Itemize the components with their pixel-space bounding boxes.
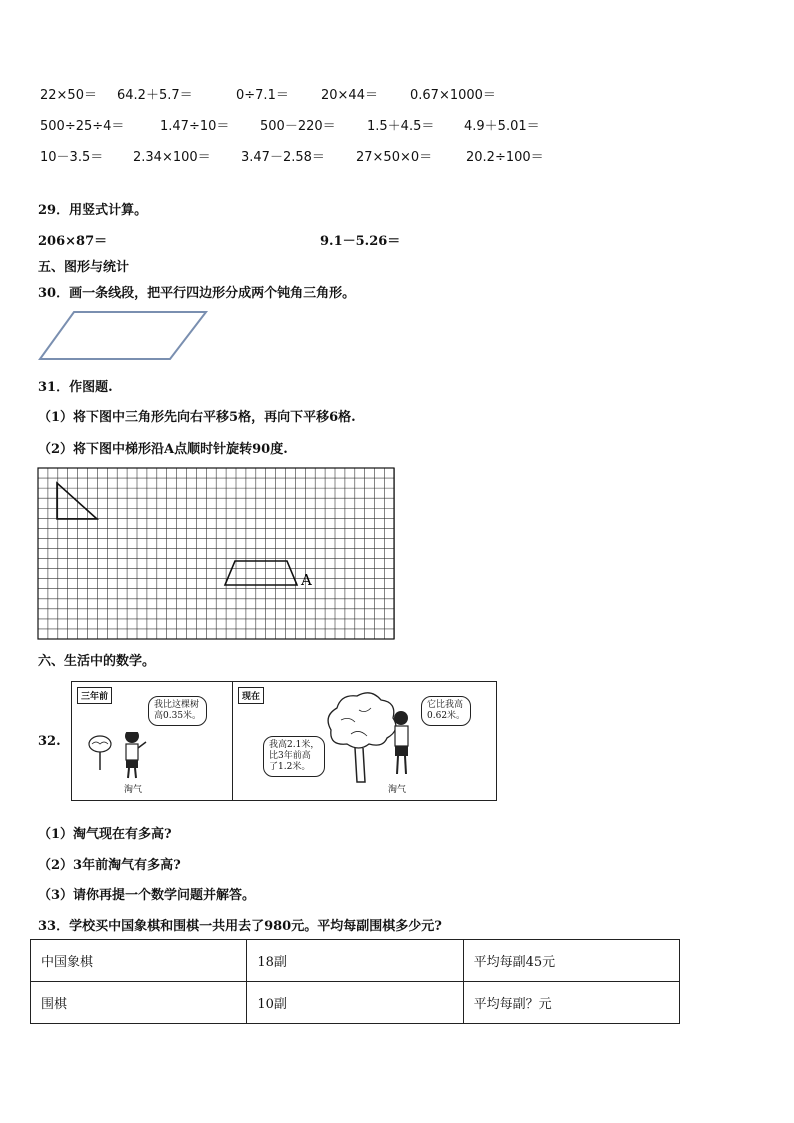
panel-tag: 现在 xyxy=(238,687,264,704)
calc-row-1 xyxy=(0,84,794,102)
calc-row-2 xyxy=(0,115,794,133)
calc-item: 0.67×1000＝ xyxy=(410,88,496,103)
speech-bubble: 我比这棵树 高0.35米。 xyxy=(148,696,207,726)
table-cell: 中国象棋 xyxy=(31,940,247,982)
question-32-sub-2: （2）3年前淘气有多高? xyxy=(38,858,181,873)
calc-item: 1.47÷10＝ xyxy=(160,119,230,134)
question-32-sub-3: （3）请你再提一个数学问题并解答。 xyxy=(38,888,256,903)
speech-bubble: 它比我高 0.62米。 xyxy=(421,696,471,726)
caption: 淘气 xyxy=(124,785,143,795)
question-30-title: 30．画一条线段，把平行四边形分成两个钝角三角形。 xyxy=(38,286,356,301)
calc-item: 3.47－2.58＝ xyxy=(241,150,325,165)
table-row xyxy=(31,940,680,982)
table-cell: 平均每副？元 xyxy=(463,982,679,1024)
kid-illustration xyxy=(387,710,417,782)
calc-item: 500－220＝ xyxy=(260,119,336,134)
caption: 淘气 xyxy=(388,785,407,795)
question-29-item-2: 9.1－5.26＝ xyxy=(320,234,401,249)
calc-row-3 xyxy=(0,146,794,164)
question-29-item-1: 206×87＝ xyxy=(38,234,108,249)
calc-item: 10－3.5＝ xyxy=(40,150,104,165)
calc-item: 64.2＋5.7＝ xyxy=(117,88,193,103)
question-31-sub-1: （1）将下图中三角形先向右平移5格，再向下平移6格. xyxy=(38,410,356,425)
calc-item: 27×50×0＝ xyxy=(356,150,433,165)
speech-bubble: 我高2.1米， 比3年前高 了1.2米。 xyxy=(263,736,325,777)
table-row xyxy=(31,982,680,1024)
question-33-table xyxy=(30,939,680,1024)
question-31-sub-2: （2）将下图中梯形沿A点顺时针旋转90度. xyxy=(38,442,288,457)
calc-item: 20×44＝ xyxy=(321,88,378,103)
calc-item: 0÷7.1＝ xyxy=(236,88,289,103)
section-5-heading: 五、图形与统计 xyxy=(38,260,130,275)
comic-panel-before xyxy=(71,681,234,801)
panel-tag: 三年前 xyxy=(77,687,112,704)
table-cell: 平均每副45元 xyxy=(463,940,679,982)
grid-lines xyxy=(38,468,394,639)
table-cell: 围棋 xyxy=(31,982,247,1024)
parallelogram-figure xyxy=(36,308,212,364)
section-6-heading: 六、生活中的数学。 xyxy=(38,654,156,669)
calc-item: 4.9＋5.01＝ xyxy=(464,119,540,134)
grid-figure xyxy=(37,467,397,642)
question-33-title: 33．学校买中国象棋和围棋一共用去了980元。平均每副围棋多少元? xyxy=(38,919,442,934)
question-29-title: 29．用竖式计算。 xyxy=(38,203,148,218)
calc-item: 22×50＝ xyxy=(40,88,97,103)
point-a-label: A xyxy=(301,571,312,589)
question-32-sub-1: （1）淘气现在有多高? xyxy=(38,827,172,842)
calc-item: 2.34×100＝ xyxy=(133,150,211,165)
calc-item: 20.2÷100＝ xyxy=(466,150,544,165)
table-cell: 18副 xyxy=(247,940,463,982)
comic-panel-now xyxy=(232,681,497,801)
calc-item: 1.5＋4.5＝ xyxy=(367,119,435,134)
question-32-number: 32. xyxy=(38,734,61,749)
table-cell: 10副 xyxy=(247,982,463,1024)
calc-item: 500÷25÷4＝ xyxy=(40,119,125,134)
question-31-title: 31．作图题. xyxy=(38,380,113,395)
kid-and-small-tree-illustration xyxy=(86,732,226,798)
